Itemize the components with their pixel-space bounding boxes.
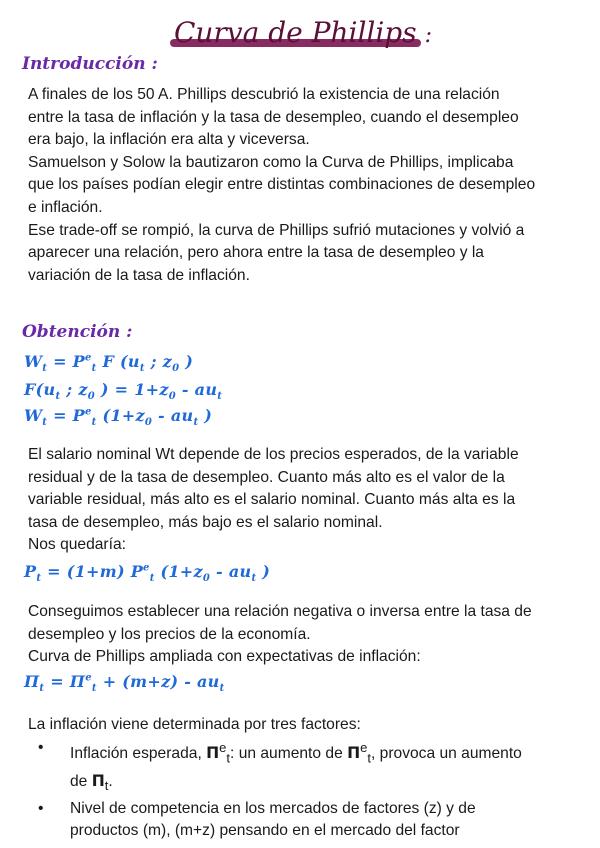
relation-line: Curva de Phillips ampliada con expectativas de inflación: [28,648,421,666]
intro-line: era bajo, la inflación era alta y viceversa. [28,131,310,149]
intro-line: Ese trade-off se rompió, la curva de Phillips sufrió mutaciones y volvió a [28,221,525,239]
bullet-icon: • [38,799,44,817]
intro-line: variación de la tasa de inflación. [28,266,250,284]
intro-line: Samuelson y Solow la bautizaron como la Curva de Phillips, implicaba [28,153,514,171]
relation-line: Conseguimos establecer una relación negativa o inversa entre la tasa de [28,603,532,620]
equation-function: $F(u_t$ ; $z_0$ ) = $1+z_0 - au_t$ [24,380,223,403]
factors-list [28,737,578,843]
obtencion-heading: Obtención : [22,322,133,342]
bullet-icon: • [38,739,44,756]
equation-prices: $P_t = (1+m)$ $P^e_t$ ($1+z_0 - au_t$ ) [24,562,271,585]
intro-line: entre la tasa de inflación y la tasa de desempleo, cuando el desempleo [28,108,519,126]
equation-wage: $W_t = P^e_t$ F ($u_t$ ; $z_0$ ) [24,352,194,375]
intro-paragraph [28,84,578,287]
salary-line: Nos quedaría: [28,536,126,554]
salary-line: El salario nominal Wt depende de los precios esperados, de la variable [28,446,519,463]
intro-heading: Introducción : [22,54,158,74]
list-item: • Inflación esperada, $\Pi^e_t$: un aumento de $\Pi^e_t$, provoca un aumento de $\Pi_t$. [38,739,522,793]
salary-line: residual y de la tasa de desempleo. Cuanto más alto es el valor de la [28,468,505,486]
salary-line: variable residual, más alto es el salario nominal. Cuanto más alta es la [28,491,516,509]
page-title: Curva de Phillips [168,16,423,49]
intro-line: que los países podían elegir entre distintas combinaciones de desempleo [28,176,536,194]
salary-line: tasa de desempleo, más bajo es el salario nominal. [28,513,383,531]
intro-line: e inflación. [28,198,103,216]
relation-paragraph [28,601,578,669]
title-block [0,16,600,49]
factors-intro: La inflación viene determinada por tres factores: [28,716,361,733]
equation-phillips: $\Pi_t = \Pi^e_t + (m+z) - au_t$ [24,672,225,695]
intro-line: aparecer una relación, pero ahora entre la tasa de desempleo y la [28,244,484,262]
title-colon: : [424,23,433,48]
equation-wage-expanded: $W_t = P^e_t$ ($1+z_0 - au_t$ ) [24,406,213,429]
relation-line: desempleo y los precios de la economía. [28,625,311,643]
salary-paragraph [28,444,578,557]
intro-line: A finales de los 50 A. Phillips descubrió la existencia de una relación [28,86,500,103]
list-item: • Nivel de competencia en los mercados de factores (z) y de productos (m), (m+z) pensando en el mercado del factor [38,799,476,840]
